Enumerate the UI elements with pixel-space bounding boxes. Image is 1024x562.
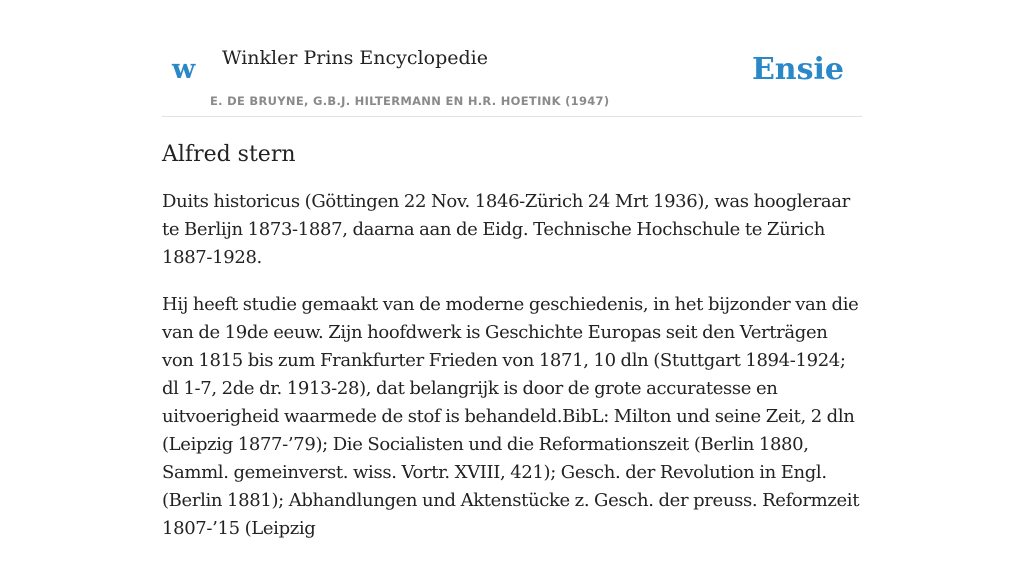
- source-authors: E. DE BRUYNE, G.B.J. HILTERMANN EN H.R. HOETINK (1947): [210, 94, 610, 108]
- source-title[interactable]: Winkler Prins Encyclopedie: [222, 47, 488, 69]
- source-logo[interactable]: w: [172, 54, 196, 85]
- brand-logo[interactable]: Ensie: [751, 52, 844, 87]
- source-header: [162, 0, 862, 117]
- article-paragraph-2: Hij heeft studie gemaakt van de moderne geschiedenis, in het bijzonder van die van de 19de eeuw. Zijn hoofdwerk is Geschichte Europas seit den Verträgen von 1815 bis zum Frankfurter Frieden von 1871, 10 dln (Stuttgart 1894-1924; dl 1-7, 2de dr. 1913-28), dat belangrijk is door de grote accuratesse en uitvoerigheid waarmede de stof is behandeld.BibL: Milton und seine Zeit, 2 dln (Leipzig 1877-’79); Die Socialisten und die Reformationszeit (Berlin 1880, Samml. gemeinverst. wiss. Vortr. XVIII, 421); Gesch. der Revolution in Engl. (Berlin 1881); Abhandlungen und Aktenstücke z. Gesch. der preuss. Reformzeit 1807-’15 (Leipzig: [162, 294, 860, 539]
- article-paragraph-1: Duits historicus (Göttingen 22 Nov. 1846-Zürich 24 Mrt 1936), was hoogleraar te Berlijn 1873-1887, daarna aan de Eidg. Technische Hochschule te Zürich 1887-1928.: [162, 191, 850, 268]
- article-title: Alfred stern: [162, 142, 296, 167]
- article: [162, 136, 862, 562]
